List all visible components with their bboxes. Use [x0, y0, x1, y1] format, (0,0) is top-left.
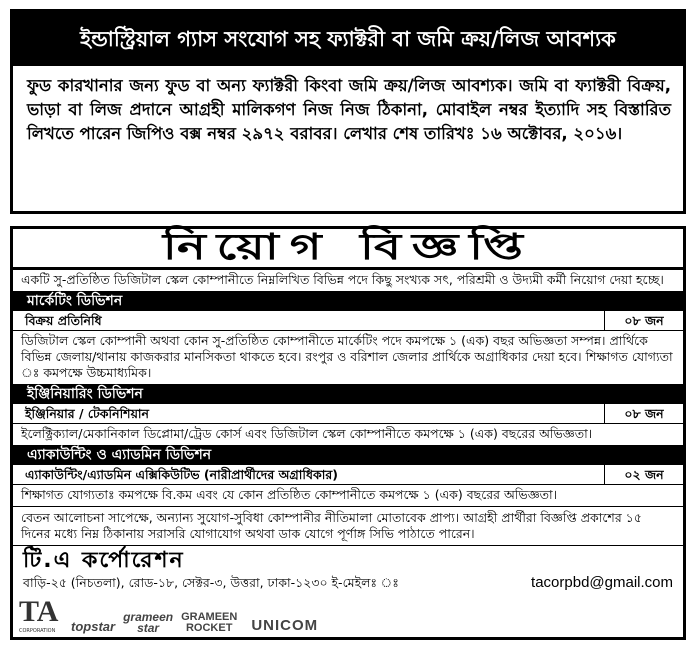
gas-factory-ad [10, 9, 686, 214]
grameen-rocket-line2: ROCKET [185, 622, 233, 634]
company-address: বাড়ি-২৫ (নিচতলা), রোড-১৮, সেক্টর-৩, উত্তরা, ঢাকা-১২৩০ ই-মেইলঃ ঃ [23, 575, 399, 590]
grameen-star-logo [123, 612, 173, 634]
gas-ad-body [13, 66, 683, 146]
ta-corporation-logo [19, 595, 71, 634]
company-name: টি.এ কর্পোরেশন [23, 548, 185, 573]
post-count: ০৮ জন [604, 404, 683, 423]
post-description-engineering: ইলেক্ট্রিক্যাল/মেকানিকাল ডিপ্লোমা/ট্রেড কোর্স এবং ডিজিটাল স্কেল কোম্পানীতে কমপক্ষে ১ (এক) বছরের অভিজ্ঞতা। [13, 424, 683, 446]
post-title: ইঞ্জিনিয়ার / টেকনিশিয়ান [25, 406, 150, 421]
job-ad-intro: একটি সু-প্রতিষ্ঠিত ডিজিটাল স্কেল কোম্পানীতে নিম্নলিখিত বিভিন্ন পদে কিছু সংখ্যক সৎ, পরিশ্রমী ও উদ্যমী কর্মী নিয়োগ দেয়া হচ্ছে। [13, 270, 683, 292]
post-description-accounting: শিক্ষাগত যোগ্যতাঃ কমপক্ষে বি.কম এবং যে কোন প্রতিষ্ঠিত কোম্পানীতে কমপক্ষে ১ (এক) বছরের অভিজ্ঞতা। [13, 485, 683, 507]
grameen-rocket-line1: GRAMEEN [181, 611, 238, 623]
post-count: ০৮ জন [604, 311, 683, 330]
grameen-star-line2: star [137, 621, 160, 635]
unicom-logo: UNICOM [251, 617, 319, 634]
brand-logos [13, 592, 683, 634]
division-heading-marketing: মার্কেটিং ডিভিশন [13, 292, 683, 311]
gas-ad-box-number: জিপিও বক্স নম্বর ২৯৭২ বরাবর। [126, 124, 338, 143]
post-row-engineering [13, 404, 683, 424]
gas-ad-deadline: লেখার শেষ তারিখঃ ১৬ অক্টোবর, ২০১৬। [343, 124, 623, 143]
job-ad-footer-text: বেতন আলোচনা সাপেক্ষে, অন্যান্য সুযোগ-সুবিধা কোম্পানীর নীতিমালা মোতাবেক প্রাপ্য। আগ্রহী প্রার্থীরা বিজ্ঞপ্তি প্রকাশের ১৫ দিনের মধ্যে নিম্ন ঠিকানায় সরাসরি যোগাযোগ অথবা ডাক যোগে পূর্ণাঙ্গ সিভি পাঠাতে পারেন। [13, 507, 683, 546]
job-ad-title: নিয়োগ বিজ্ঞপ্তি [162, 227, 534, 268]
post-title: বিক্রয় প্রতিনিধি [25, 313, 102, 328]
post-row-marketing [13, 311, 683, 331]
company-address-row [13, 574, 683, 592]
post-row-accounting [13, 465, 683, 485]
job-ad-banner [13, 229, 683, 270]
ta-logo-mark: TA [19, 595, 59, 628]
job-ad [10, 226, 686, 640]
division-heading-accounting: এ্যাকাউন্টিং ও এ্যাডমিন ডিভিশন [13, 446, 683, 465]
post-count: ০২ জন [604, 465, 683, 484]
ta-logo-sub: CORPORATION [19, 628, 56, 634]
post-title: এ্যাকাউন্টিং/এ্যাডমিন এক্সিকিউটিভ (নারীপ্রার্থীদের অগ্রাধিকার) [25, 467, 338, 482]
division-heading-engineering: ইঞ্জিনিয়ারিং ডিভিশন [13, 385, 683, 404]
topstar-logo: topstar [71, 619, 116, 634]
post-description-marketing: ডিজিটাল স্কেল কোম্পানী অথবা কোন সু-প্রতিষ্ঠিত কোম্পানীতে মার্কেটিং পদে কমপক্ষে ১ (এক) বছর অভিজ্ঞতা সম্পন্ন। প্রার্থিকে বিভিন্ন জেলায়/থানায় কাজকরার মানসিকতা থাকতে হবে। রংপুর ও বরিশাল জেলার প্রার্থিকে অগ্রাধিকার দেয়া হবে। শিক্ষাগত যোগ্যতা ঃ কমপক্ষে উচ্চমাধ্যমিক। [13, 331, 683, 385]
gas-ad-heading: ইন্ডাস্ট্রিয়াল গ্যাস সংযোগ সহ ফ্যাক্টরী বা জমি ক্রয়/লিজ আবশ্যক [13, 12, 683, 66]
company-email[interactable]: tacorpbd@gmail.com [531, 574, 673, 591]
grameen-rocket-logo [181, 612, 237, 634]
gas-ad-body-text: ফুড কারখানার জন্য ফুড বা অন্য ফ্যাক্টরী কিংবা জমি ক্রয়/লিজ আবশ্যক। জমি বা ফ্যাক্টরী বিক্রয়, ভাড়া বা লিজ প্রদানে আগ্রহী মালিকগণ নিজ নিজ ঠিকানা, মোবাইল নম্বর ইত্যাদি সহ বিস্তারিত লিখতে পারেন [27, 76, 671, 143]
grameen-star-line1: grameen [123, 610, 174, 624]
